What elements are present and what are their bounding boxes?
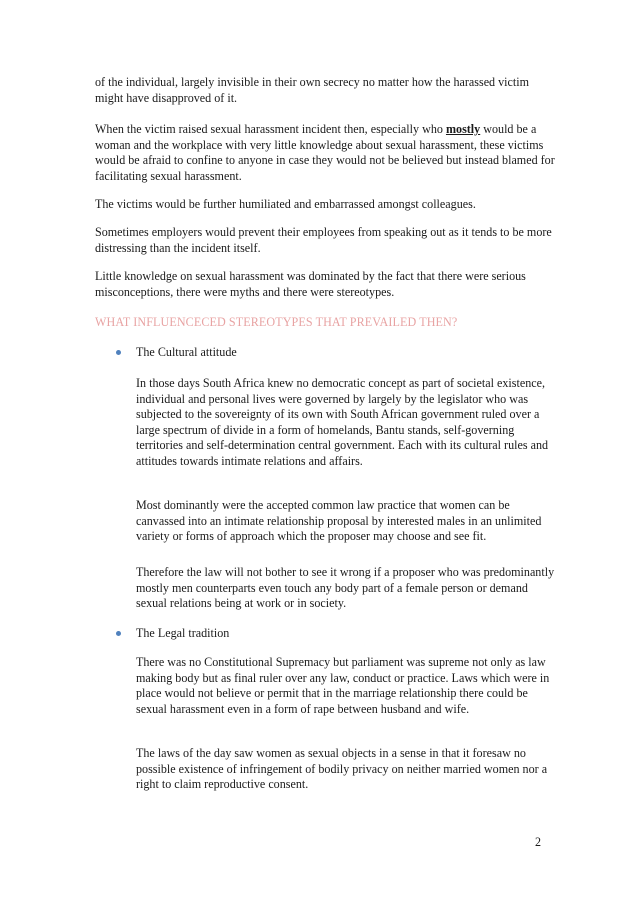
paragraph-cultural-3: Therefore the law will not bother to see it wrong if a proposer who was predominantly mostly men counterparts even touch any body part of a female person or demand sexual relations being at work or in society. [136,565,555,611]
paragraph-cultural-1: In those days South Africa knew no democratic concept as part of societal existence, individual and personal lives were governed by largely by the legislator who was subjected to the sovereignty of its own with South African government ruled over a large spectrum of divide in a form of homelands, Bantu stands, self-governing territories and self-determination central government. Each with its cultural rules and attitudes towards intimate relations and affairs. [136,376,549,468]
page-number: 2 [535,835,542,849]
paragraph-employers: Sometimes employers would prevent their employees from speaking out as it tends to be more distressing than the incident itself. [95,225,552,255]
paragraph-intro-continuation: of the individual, largely invisible in their own secrecy no matter how the harassed victim might have disapproved of it. [95,75,530,105]
emphasis-mostly: mostly [445,122,481,136]
paragraph-legal-2: The laws of the day saw women as sexual objects in a sense in that it foresaw no possible existence of infringement of bodily privacy on neither married women nor a right to claim reproductive consent. [136,746,548,792]
paragraph-legal-1: There was no Constitutional Supremacy but parliament was supreme not only as law making body but as final ruler over any law, conduct or practice. Laws which were in place would not believe or permit that in the marriage relationship there could be sexual harassment even in a form of rape between husband and wife. [136,655,550,716]
paragraph-text-after: would be a woman and the workplace with very little knowledge about sexual harassment, these victims would be afraid to confine to anyone in case they would not be believed but instead blamed for facilitating sexual harassment. [95,122,555,183]
bullet-dot-icon [116,631,121,636]
paragraph-misconceptions: Little knowledge on sexual harassment was dominated by the fact that there were serious misconceptions, there were myths and there were stereotypes. [95,269,526,299]
paragraph-text-before: When the victim raised sexual harassment incident then, especially who [95,122,446,136]
section-heading: WHAT INFLUENCECED STEREOTYPES THAT PREVAILED THEN? [95,315,458,329]
paragraph-cultural-2: Most dominantly were the accepted common law practice that women can be canvassed into an intimate relationship proposal by interested males in an unlimited variety or forms of approach which the proposer may choose and see fit. [136,498,542,544]
bullet-label: The Cultural attitude [136,345,237,359]
bullet-label: The Legal tradition [136,626,230,640]
paragraph-humiliation: The victims would be further humiliated and embarrassed amongst colleagues. [95,197,476,211]
paragraph-victim-raising-incident [95,122,555,184]
bullet-dot-icon [116,350,121,355]
